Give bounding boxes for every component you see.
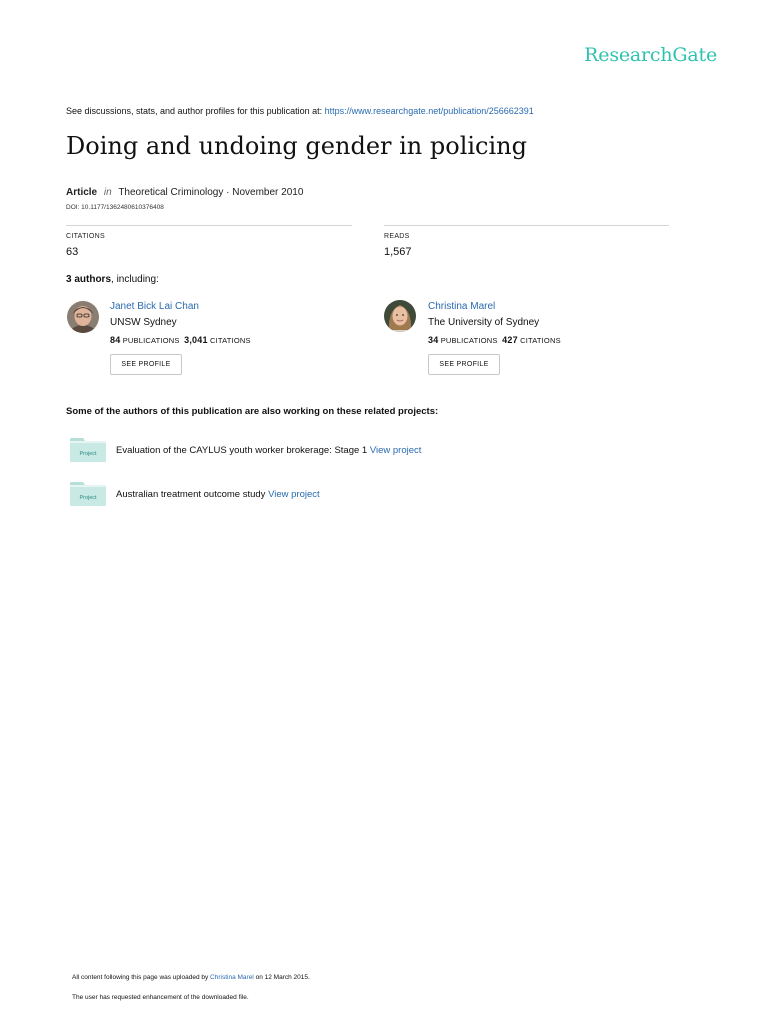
divider-reads [384,225,669,226]
citations-count: 3,041 [184,335,208,345]
authors-suffix: , including: [111,274,159,285]
upload-suffix: on 12 March 2015. [255,974,310,981]
discussion-prefix: See discussions, stats, and author profiles for this publication at: [66,106,323,116]
upload-prefix: All content following this page was uploaded by [72,974,209,981]
project-title: Evaluation of the CAYLUS youth worker brokerage: Stage 1 [116,445,368,456]
reads-label: READS [384,233,410,240]
author-name-link[interactable]: Christina Marel [428,301,496,312]
authors-line [66,274,159,285]
project-item [116,489,320,500]
publications-label: PUBLICATIONS [122,336,180,345]
svg-text:Project: Project [79,495,97,501]
see-profile-button[interactable]: SEE PROFILE [428,354,500,375]
project-folder-icon [69,437,107,463]
citations-count: 427 [502,335,518,345]
uploader-link[interactable]: Christina Marel [210,974,254,981]
project-title: Australian treatment outcome study [116,489,266,500]
projects-heading: Some of the authors of this publication are also working on these related projects: [66,406,439,417]
in-label: in [103,187,112,198]
citations-value: 63 [66,246,79,258]
avatar[interactable] [67,301,99,333]
avatar[interactable] [384,300,416,332]
author-stats [110,335,251,345]
citations-label: CITATIONS [66,233,105,240]
publication-meta [66,187,303,198]
journal-date: Theoretical Criminology · November 2010 [118,187,304,198]
publications-count: 34 [428,335,439,345]
citations-label: CITATIONS [520,336,561,345]
view-project-link[interactable]: View project [268,489,320,500]
authors-count: 3 authors [66,274,112,285]
project-item [116,445,421,456]
page-title: Doing and undoing gender in policing [66,132,527,160]
researchgate-logo: ResearchGate [584,44,717,66]
publications-label: PUBLICATIONS [440,336,498,345]
divider-citations [66,225,352,226]
discussion-line [66,106,534,116]
author-name-link[interactable]: Janet Bick Lai Chan [110,301,199,312]
author-stats [428,335,561,345]
enhancement-note: The user has requested enhancement of the downloaded file. [72,994,249,1001]
reads-value: 1,567 [384,246,412,258]
author-affiliation: UNSW Sydney [110,317,177,328]
author-affiliation: The University of Sydney [428,317,540,328]
upload-note [72,974,310,981]
publication-link[interactable]: https://www.researchgate.net/publication/256662391 [324,106,534,116]
article-type: Article [66,187,98,198]
project-folder-icon [69,481,107,507]
doi: DOI: 10.1177/1362480610376408 [66,204,164,211]
view-project-link[interactable]: View project [369,445,422,456]
see-profile-button[interactable]: SEE PROFILE [110,354,182,375]
citations-label: CITATIONS [209,336,251,345]
svg-text:Project: Project [79,451,97,457]
publications-count: 84 [110,335,121,345]
